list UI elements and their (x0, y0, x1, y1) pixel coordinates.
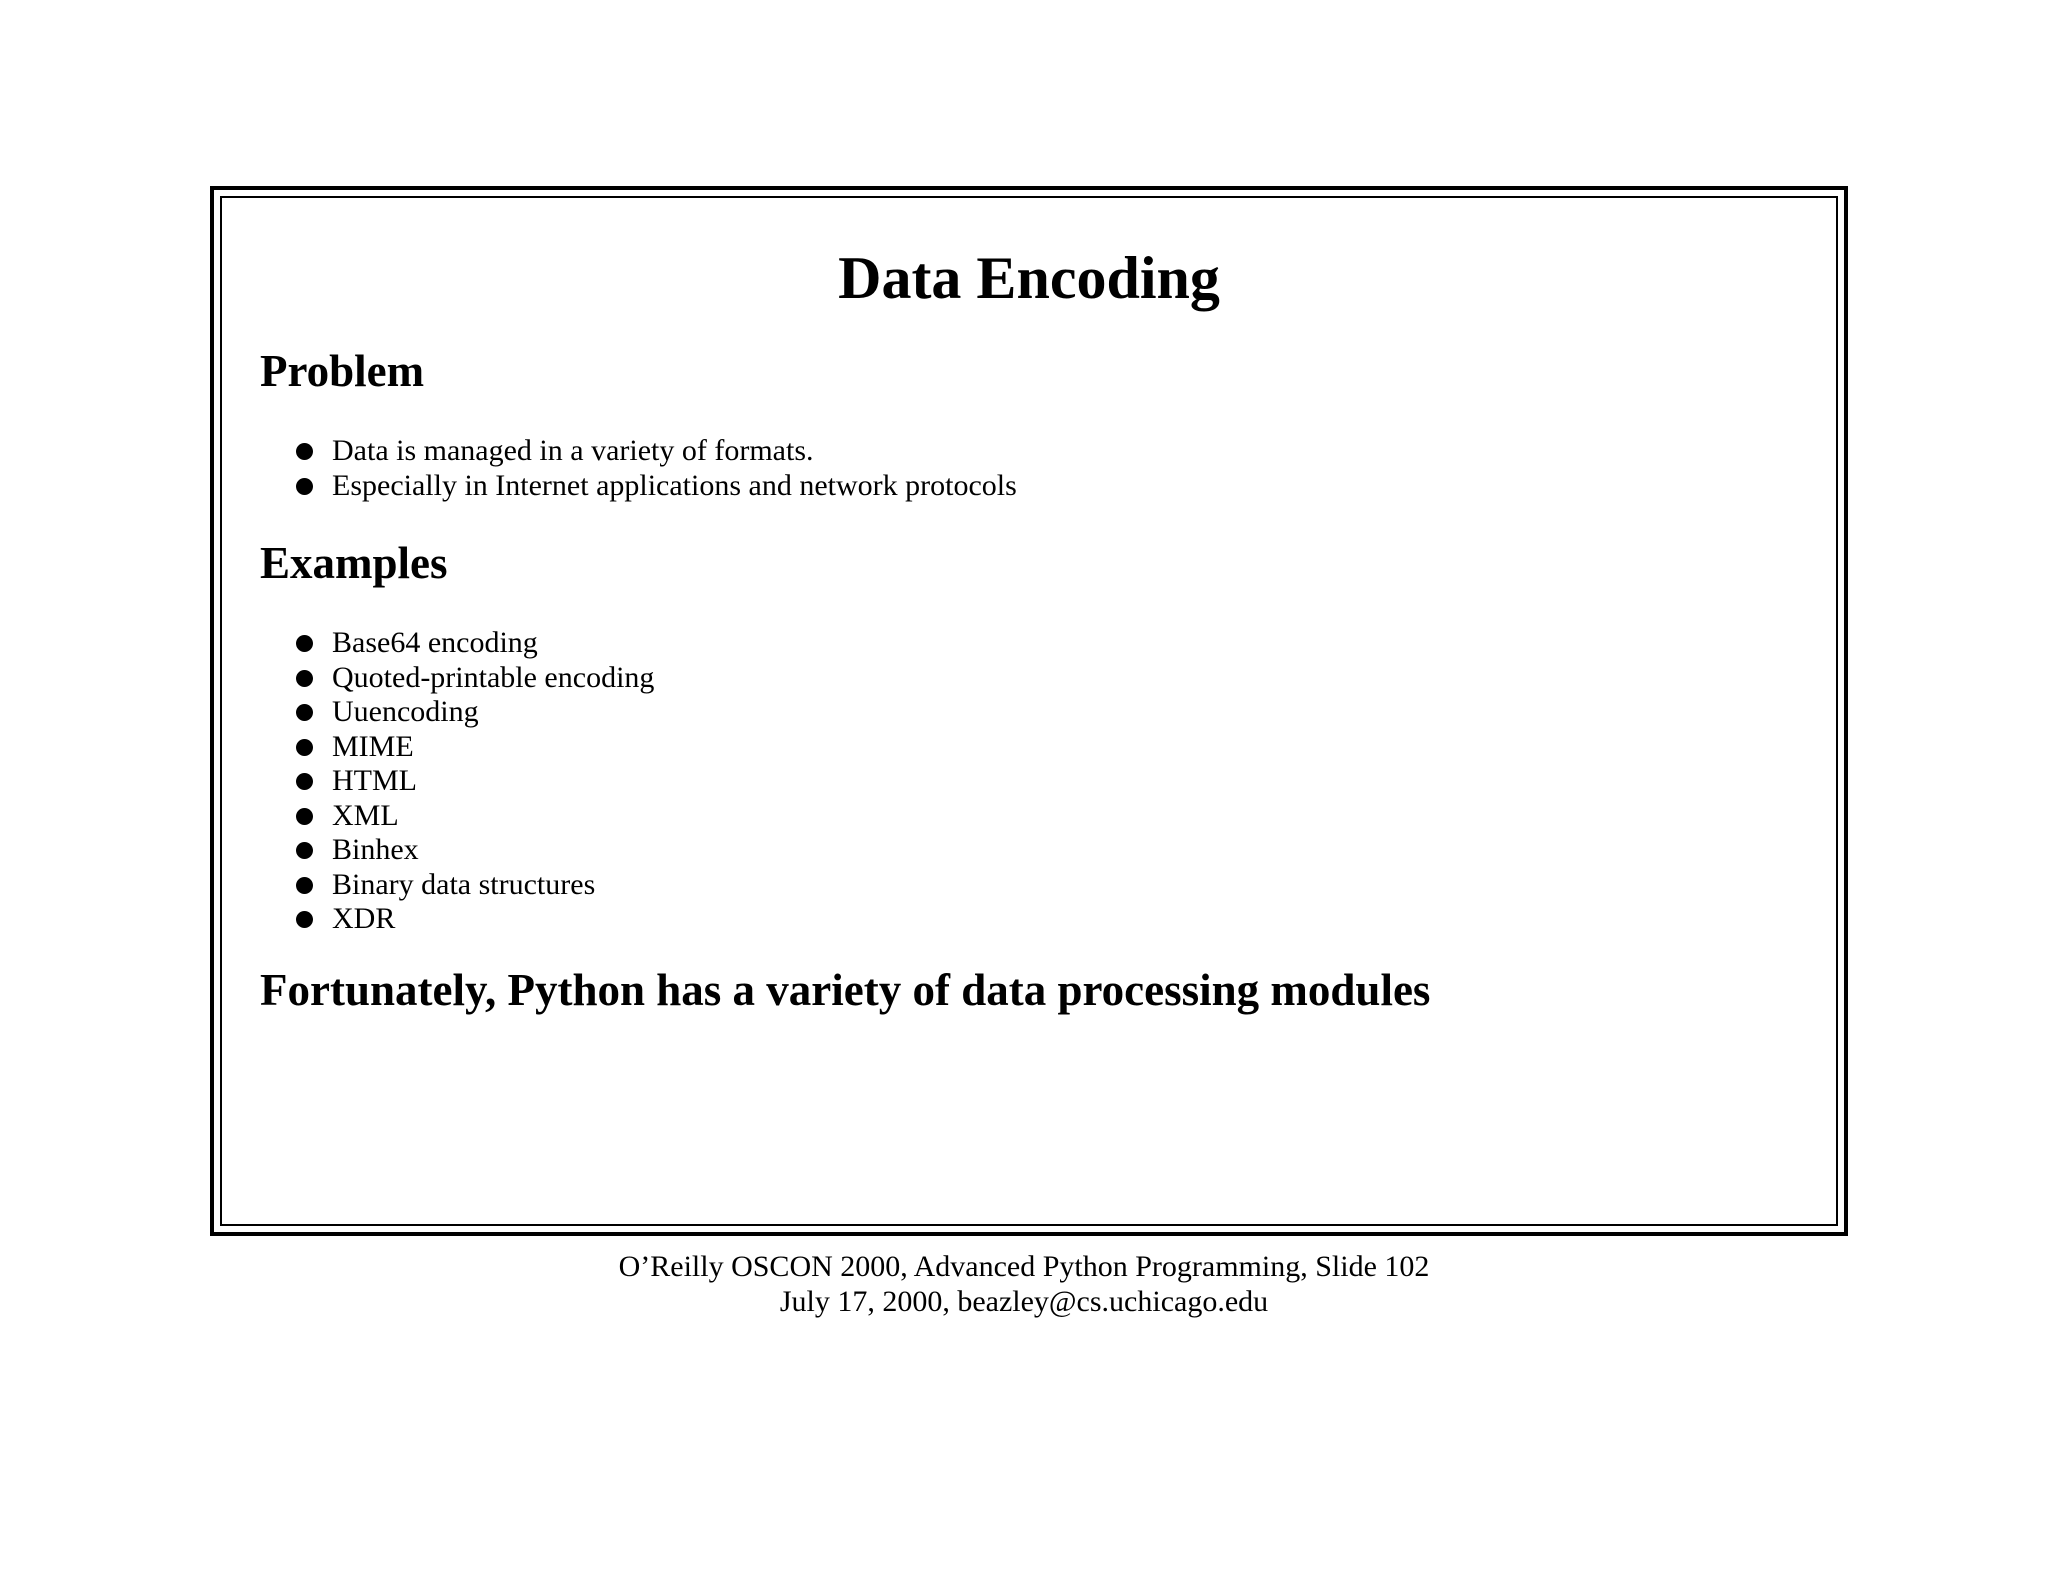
list-item (296, 695, 654, 730)
list-item (296, 799, 654, 834)
slide-footer (0, 1249, 2048, 1319)
bullet-text: MIME (332, 729, 414, 763)
list-item (296, 626, 654, 661)
slide-frame (210, 186, 1848, 1236)
section-heading-examples: Examples (260, 538, 448, 588)
bullet-text: Binhex (332, 833, 419, 866)
list-item (296, 833, 654, 868)
section-heading-problem: Problem (260, 346, 425, 396)
bullet-icon (296, 773, 313, 790)
bullet-icon (296, 739, 313, 756)
bullet-text: Data is managed in a variety of formats. (332, 434, 814, 467)
list-item (296, 434, 1017, 469)
bullet-icon (296, 911, 313, 928)
bullet-text: HTML (332, 764, 417, 797)
list-item (296, 764, 654, 799)
bullet-text: XDR (332, 902, 396, 935)
footer-line-2: July 17, 2000, beazley@cs.uchicago.edu (779, 1285, 1269, 1318)
list-item (296, 469, 1017, 504)
bullet-icon (296, 877, 313, 894)
list-item (296, 661, 654, 696)
closing-statement: Fortunately, Python has a variety of data processing modules (260, 965, 1431, 1015)
bullet-text: Especially in Internet applications and network protocols (332, 468, 1017, 502)
footer-line-1: O’Reilly OSCON 2000, Advanced Python Programming, Slide 102 (618, 1250, 1430, 1283)
bullet-icon (296, 842, 313, 859)
list-item (296, 902, 654, 937)
examples-bullet-list (296, 626, 654, 937)
slide-inner-border (220, 196, 1838, 1226)
bullet-text: XML (332, 798, 399, 832)
bullet-icon (296, 635, 313, 652)
bullet-icon (296, 443, 313, 460)
problem-bullet-list (296, 434, 1017, 503)
bullet-icon (296, 670, 313, 687)
bullet-icon (296, 704, 313, 721)
bullet-text: Uuencoding (332, 695, 479, 728)
bullet-icon (296, 478, 313, 495)
list-item (296, 868, 654, 903)
slide-title: Data Encoding (838, 245, 1220, 311)
bullet-text: Base64 encoding (332, 626, 538, 659)
bullet-text: Quoted-printable encoding (332, 660, 655, 694)
bullet-icon (296, 808, 313, 825)
bullet-text: Binary data structures (332, 867, 596, 901)
list-item (296, 730, 654, 765)
